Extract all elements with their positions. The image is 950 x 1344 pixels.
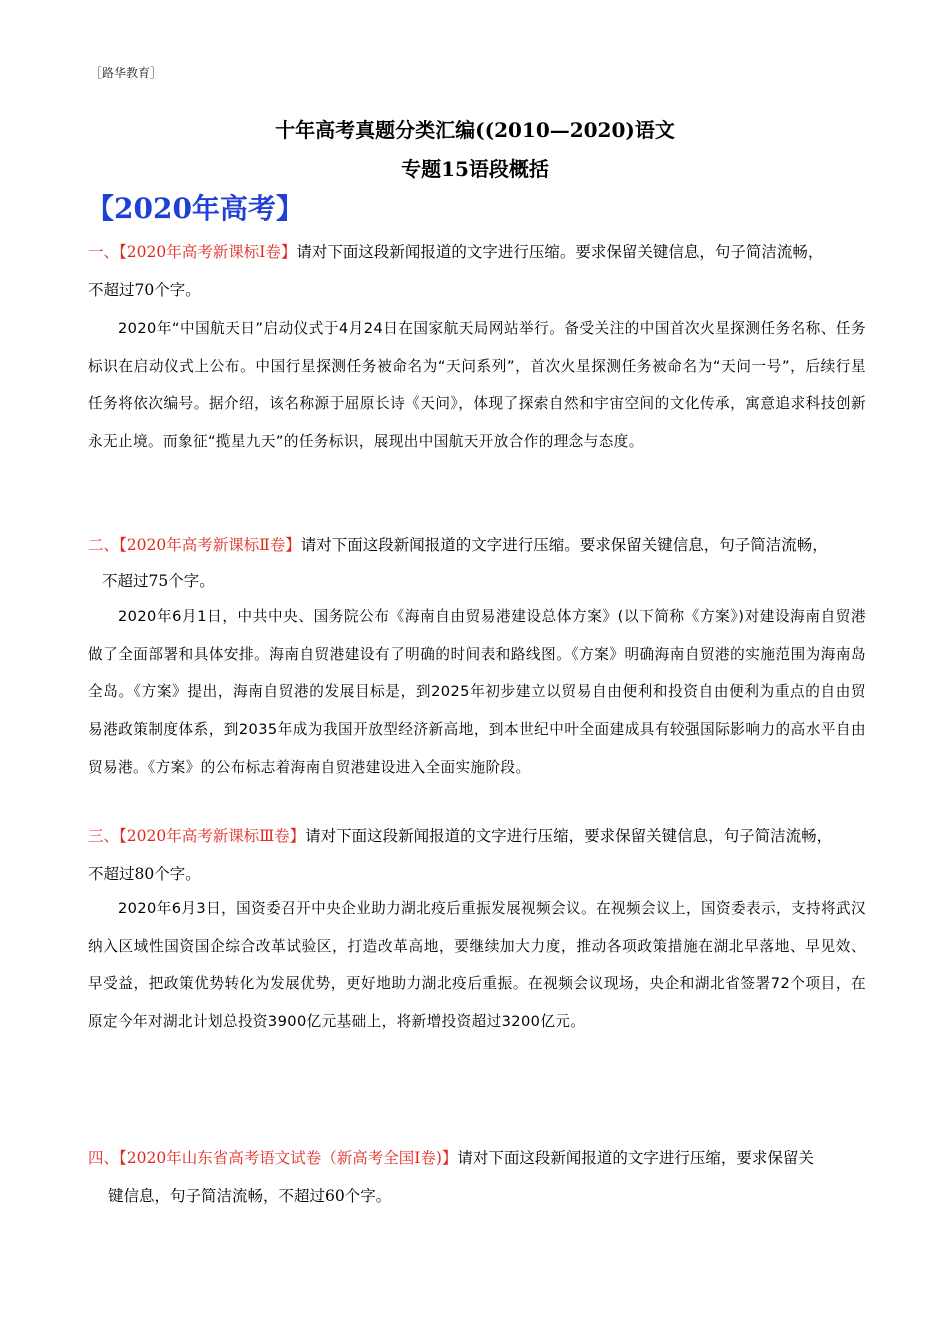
passage-3 [88, 890, 866, 1041]
passage-text: 2020年“中国航天日”启动仪式于4月24日在国家航天局网站举行。备受关注的中国首次火星探测任务名称、任务标识在启动仪式上公布。中国行星探测任务被命名为“天问系列”，首次火星探测任务被命名为“天问一号”，后续行星任务将依次编号。据介绍，该名称源于屈原长诗《天问》，体现了探索自然和宇宙空间的文化传承，寓意追求科技创新永无止境。而象征“揽星九天”的任务标识，展现出中国航天开放合作的理念与态度。 [88, 320, 866, 451]
question-number: 三、 [88, 827, 120, 845]
question-prompt: 请对下面这段新闻报道的文字进行压缩。要求保留关键信息，句子简洁流畅， [296, 243, 824, 261]
question-source: 【2020年高考新课标Ⅲ卷】 [119, 827, 306, 845]
question-number: 四、 [88, 1149, 120, 1167]
passage-1 [88, 310, 866, 461]
question-prompt: 请对下面这段新闻报道的文字进行压缩。要求保留关键信息，句子简洁流畅， [300, 536, 828, 554]
section-heading: 【2020年高考】 [86, 192, 304, 225]
question-source: 【2020年高考新课标Ⅱ卷】 [119, 536, 301, 554]
question-prompt-cont: 不超过70个字。 [88, 281, 201, 299]
question-number: 一、 [88, 243, 120, 261]
passage-2 [88, 598, 866, 787]
document-title: 十年高考真题分类汇编((2010—2020)语文 [275, 118, 675, 142]
question-prompt-cont: 不超过75个字。 [102, 572, 215, 590]
question-source: 【2020年高考新课标Ⅰ卷】 [119, 243, 297, 261]
question-prompt-cont: 不超过80个字。 [88, 865, 201, 883]
question-prompt: 请对下面这段新闻报道的文字进行压缩，要求保留关 [457, 1149, 814, 1167]
brand-header: ［路华教育］ [90, 66, 163, 80]
document-subtitle: 专题15语段概括 [401, 157, 549, 181]
question-source: 【2020年山东省高考语文试卷（新高考全国Ⅰ卷)】 [119, 1149, 458, 1167]
question-number: 二、 [88, 536, 120, 554]
question-prompt-cont: 键信息，句子简洁流畅，不超过60个字。 [108, 1187, 392, 1205]
passage-text: 2020年6月3日，国资委召开中央企业助力湖北疫后重振发展视频会议。在视频会议上，国资委表示，支持将武汉纳入区域性国资国企综合改革试验区，打造改革高地，要继续加大力度，推动各项政策措施在湖北早落地、早见效、早受益，把政策优势转化为发展优势，更好地助力湖北疫后重振。在视频会议现场，央企和湖北省签署72个项目，在原定今年对湖北计划总投资3900亿元基础上，将新增投资超过3200亿元。 [88, 900, 866, 1031]
question-prompt: 请对下面这段新闻报道的文字进行压缩，要求保留关键信息，句子简洁流畅， [305, 827, 833, 845]
passage-text: 2020年6月1日，中共中央、国务院公布《海南自由贸易港建设总体方案》(以下简称《方案》)对建设海南自贸港做了全面部署和具体安排。海南自贸港建设有了明确的时间表和路线图。《方案》明确海南自贸港的实施范围为海南岛全岛。《方案》提出，海南自贸港的发展目标是，到2025年初步建立以贸易自由便利和投资自由便利为重点的自由贸易港政策制度体系，到2035年成为我国开放型经济新高地，到本世纪中叶全面建成具有较强国际影响力的高水平自由贸易港。《方案》的公布标志着海南自贸港建设进入全面实施阶段。 [88, 608, 866, 776]
